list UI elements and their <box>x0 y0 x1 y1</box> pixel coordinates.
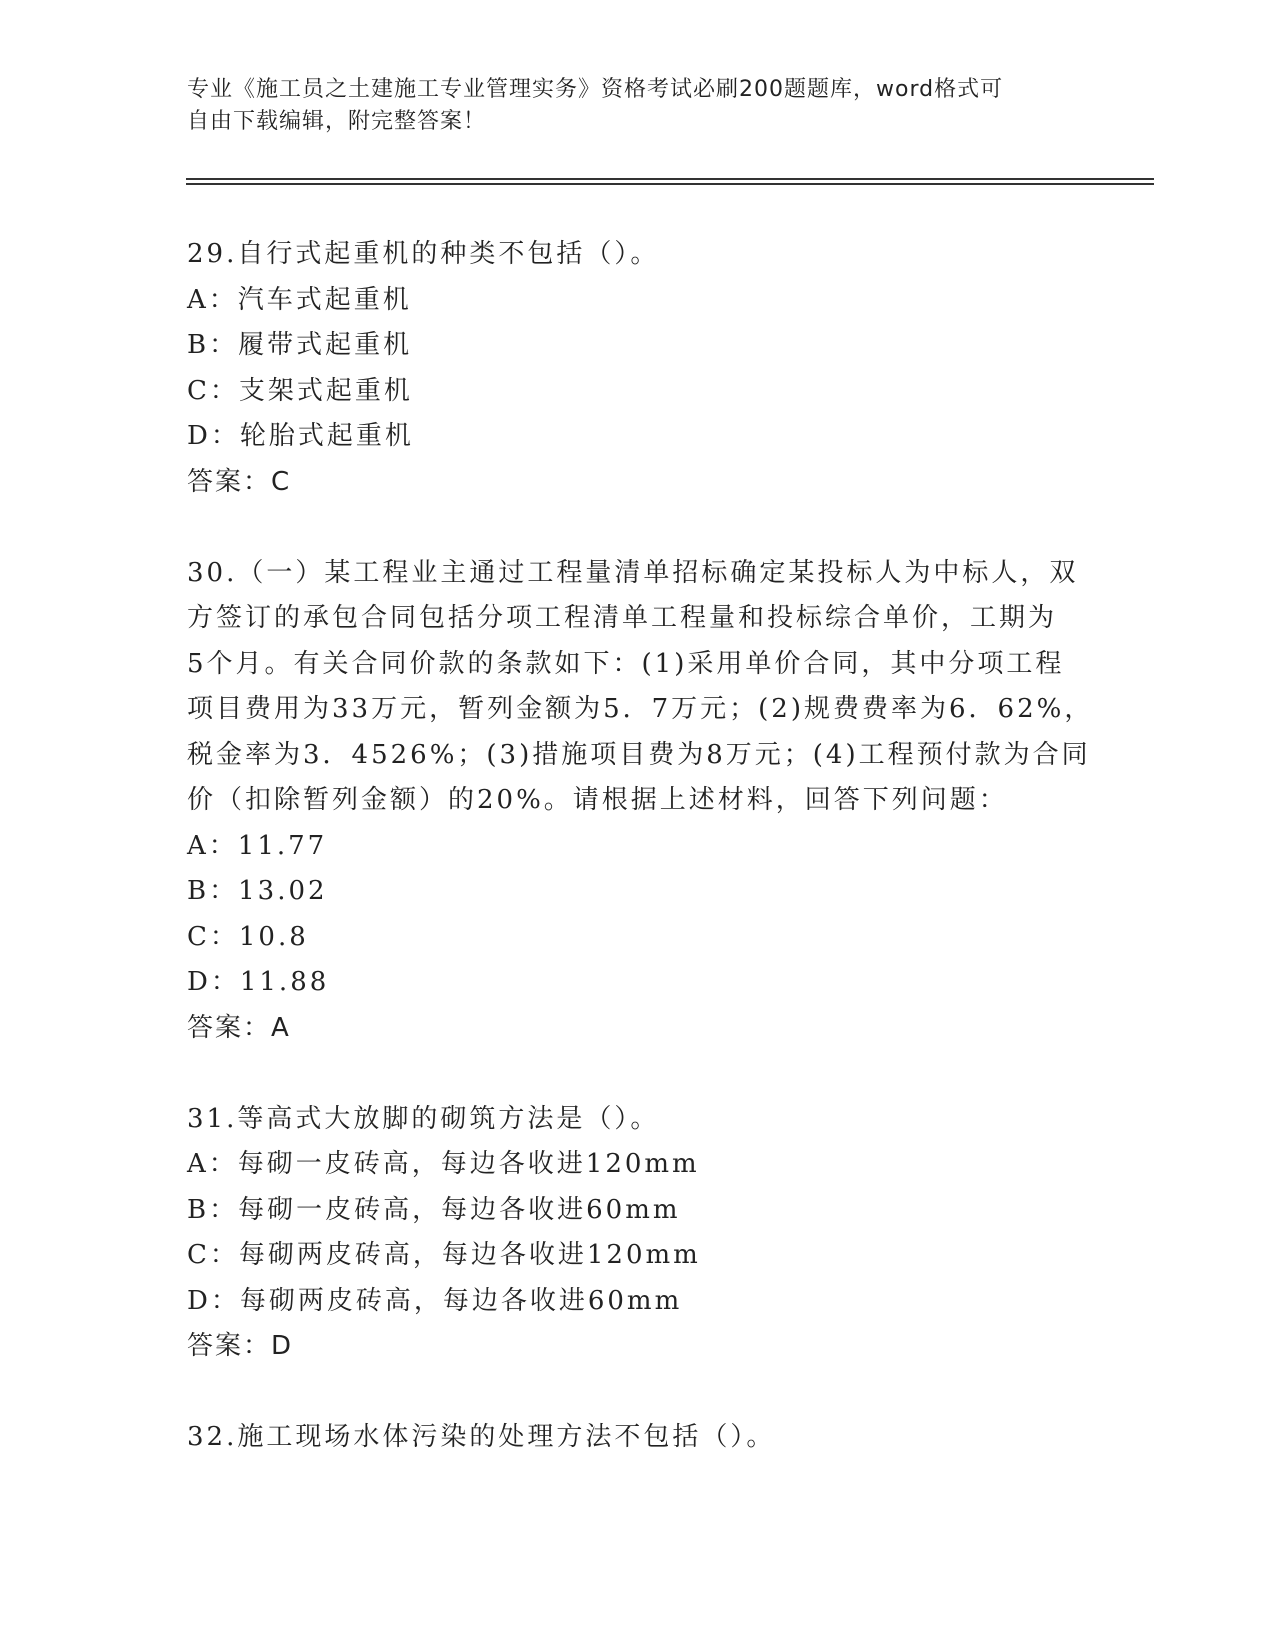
option-b: B：每砌一皮砖高，每边各收进60mm <box>187 1194 681 1225</box>
question-stem: 32.施工现场水体污染的处理方法不包括（）。 <box>187 1422 776 1452</box>
option-a: A：11.77 <box>187 830 328 861</box>
question-stem: 30.（一）某工程业主通过工程量清单招标确定某投标人为中标人，双 <box>187 557 1079 588</box>
question-30 <box>187 551 1094 1052</box>
option-b: B：13.02 <box>187 876 328 906</box>
document-header <box>187 74 1087 138</box>
answer: 答案：C <box>187 466 292 497</box>
option-a: A：汽车式起重机 <box>187 284 412 315</box>
question-stem: 项目费用为33万元，暂列金额为5．7万元；(2)规费费率为6．62%， <box>187 694 1094 724</box>
question-stem: 5个月。有关合同价款的条款如下：(1)采用单价合同，其中分项工程 <box>187 648 1065 679</box>
answer: 答案：A <box>187 1012 291 1043</box>
question-stem: 29.自行式起重机的种类不包括（）。 <box>187 239 660 269</box>
header-line-2: 自由下载编辑，附完整答案！ <box>187 109 487 134</box>
answer: 答案：D <box>187 1331 294 1361</box>
question-stem: 税金率为3．4526%；(3)措施项目费为8万元；(4)工程预付款为合同 <box>187 739 1091 770</box>
question-32 <box>187 1415 1087 1461</box>
question-list <box>187 232 1094 1461</box>
question-stem: 31.等高式大放脚的砌筑方法是（）。 <box>187 1103 660 1134</box>
question-stem: 价（扣除暂列金额）的20%。请根据上述材料，回答下列问题： <box>187 785 1008 815</box>
option-a: A：每砌一皮砖高，每边各收进120mm <box>187 1149 700 1179</box>
question-stem: 方签订的承包合同包括分项工程清单工程量和投标综合单价，工期为 <box>187 603 1058 633</box>
option-d: D：轮胎式起重机 <box>187 421 414 451</box>
header-divider-bottom <box>186 183 1154 185</box>
option-b: B：履带式起重机 <box>187 330 413 360</box>
header-line-1: 专业《施工员之土建施工专业管理实务》资格考试必刷200题题库，word格式可 <box>187 77 1004 102</box>
option-c: C：10.8 <box>187 921 309 952</box>
question-31 <box>187 1097 1087 1370</box>
option-c: C：每砌两皮砖高，每边各收进120mm <box>187 1240 701 1270</box>
header-divider-top <box>186 178 1154 180</box>
option-d: D：每砌两皮砖高，每边各收进60mm <box>187 1285 683 1316</box>
question-29 <box>187 232 1087 505</box>
option-c: C：支架式起重机 <box>187 375 413 406</box>
option-d: D：11.88 <box>187 967 330 997</box>
